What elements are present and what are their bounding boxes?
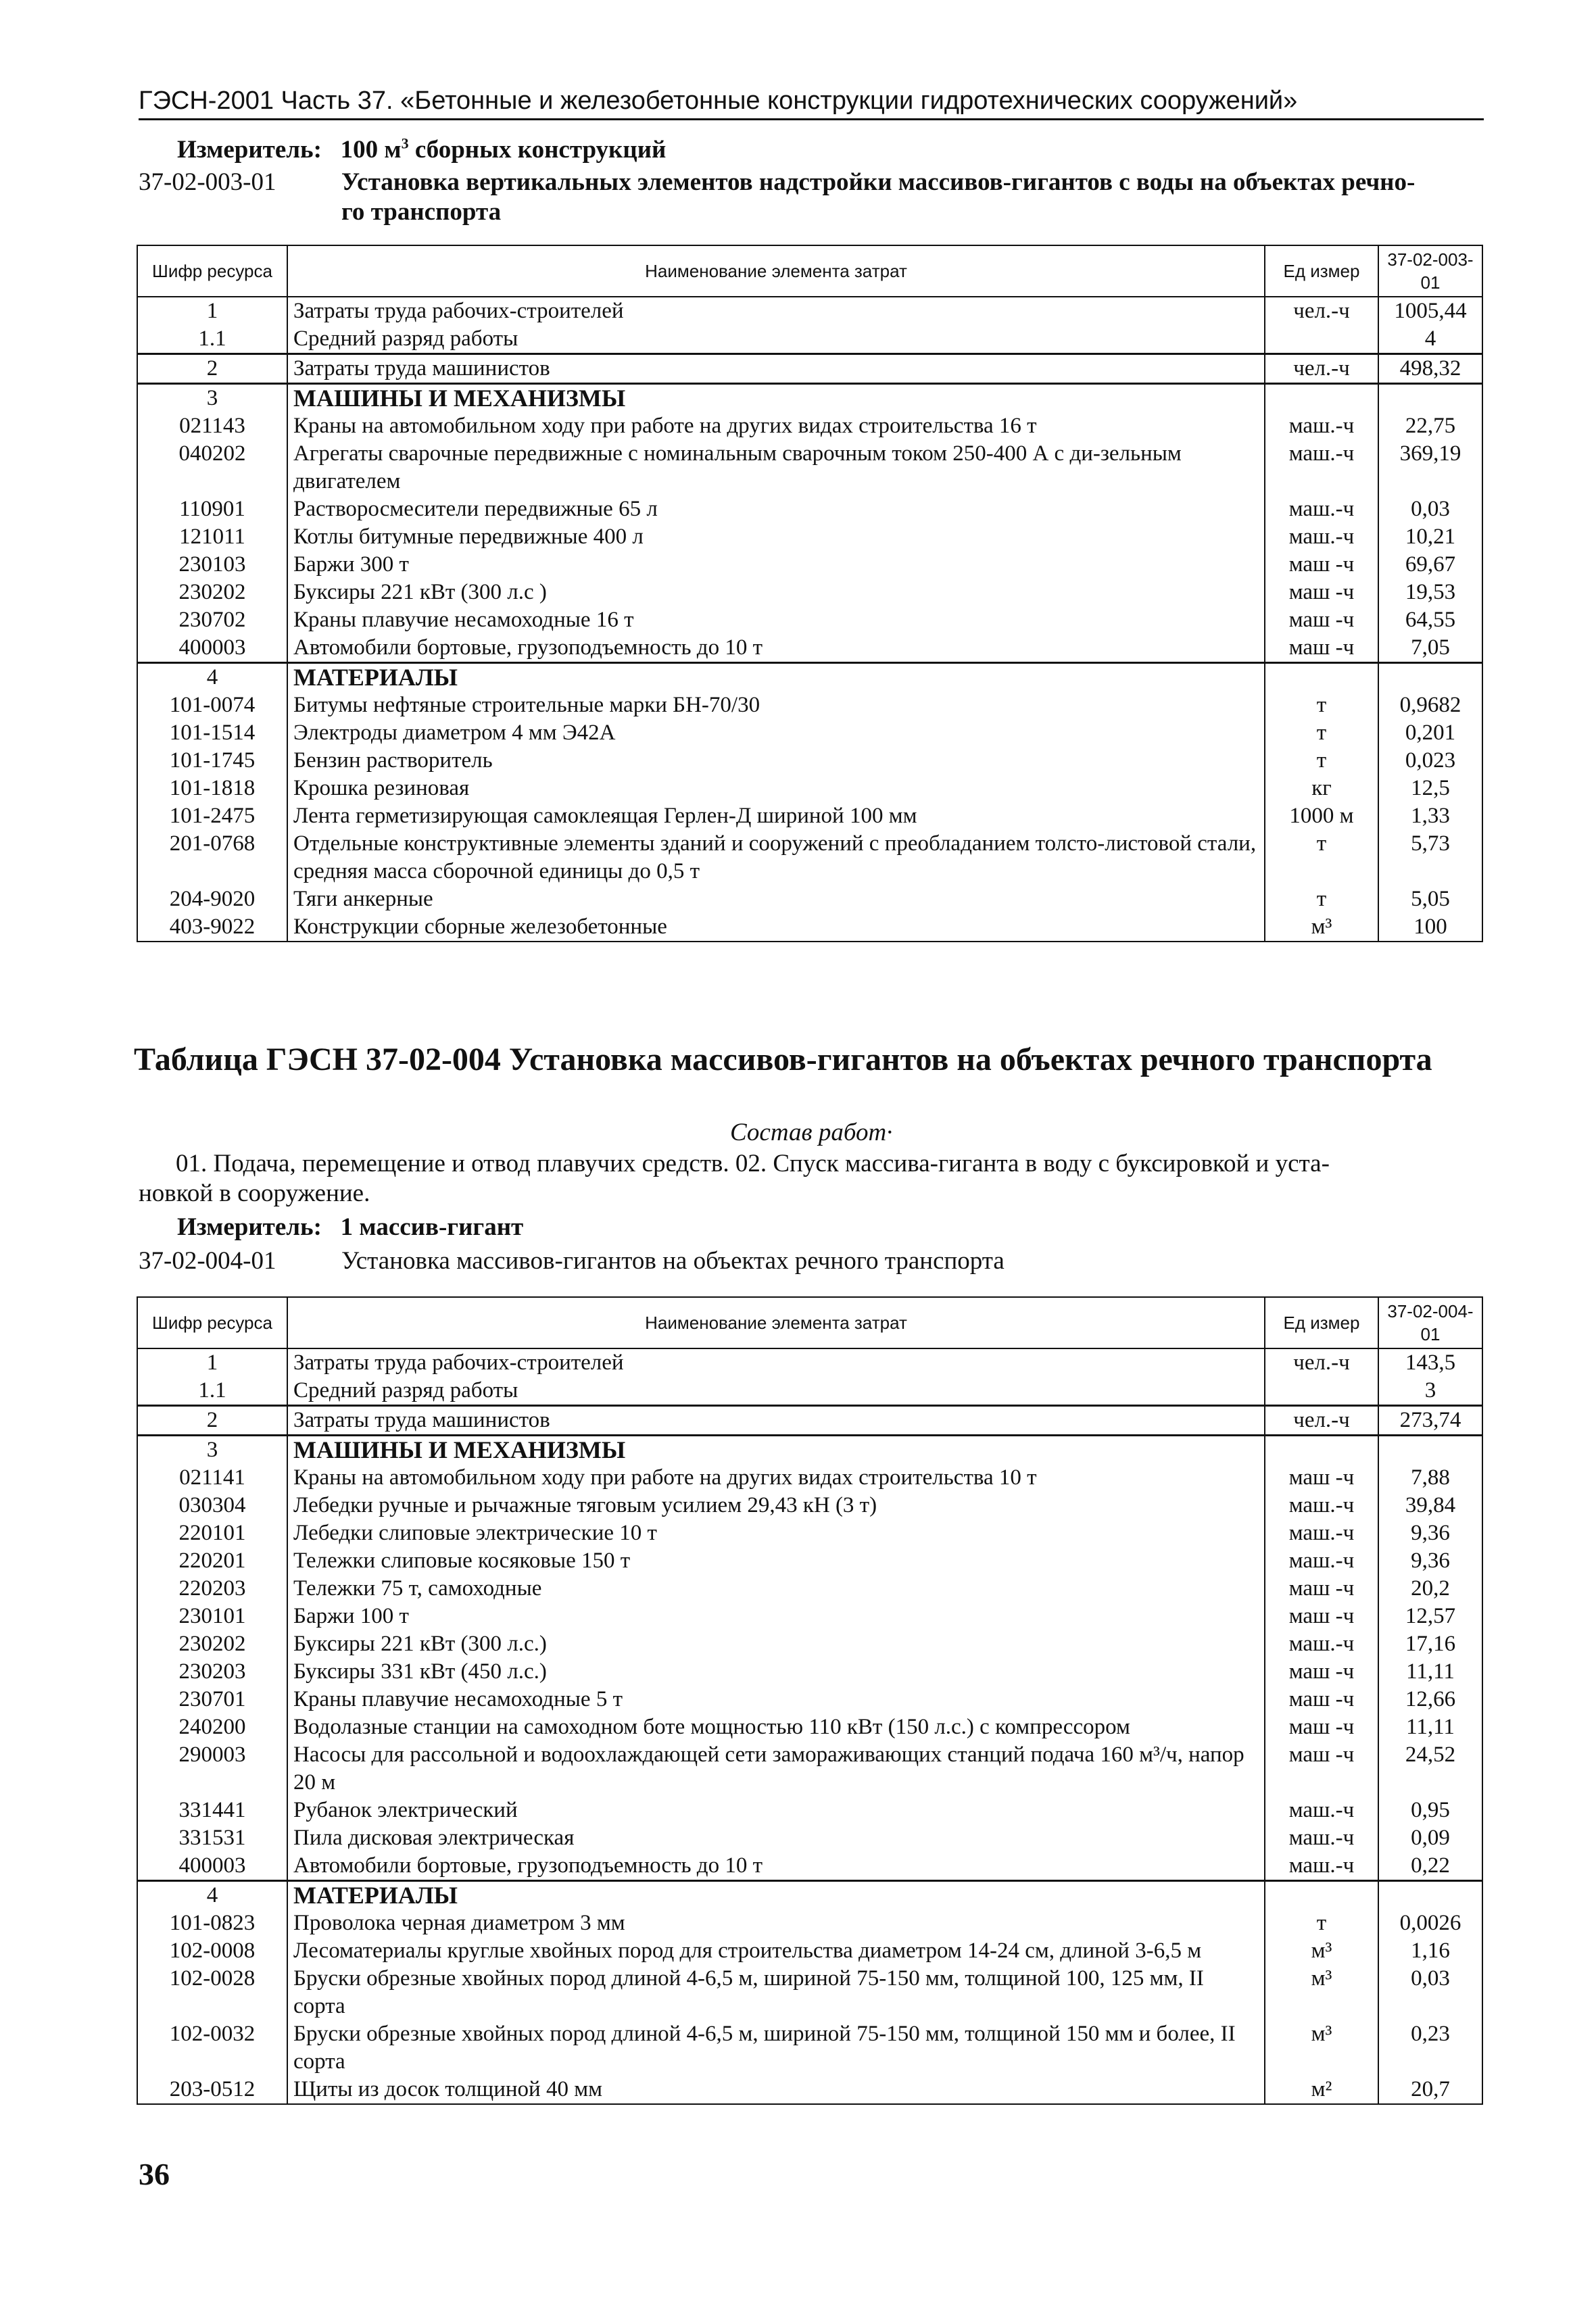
cell-code: 102-0032 <box>137 2020 287 2076</box>
cell-value <box>1378 1436 1482 1465</box>
cell-name: Пила дисковая электрическая <box>287 1824 1265 1852</box>
cell-unit: маш -ч <box>1265 1713 1378 1741</box>
table-row <box>137 1881 1482 1910</box>
cell-name: Средний разряд работы <box>287 325 1265 354</box>
header-value: 37-02-004-01 <box>1378 1297 1482 1348</box>
table-row <box>137 551 1482 579</box>
cell-name: Лента герметизирующая самоклеящая Герлен-Д шириной 100 мм <box>287 802 1265 830</box>
cell-name: Растворосмесители передвижные 65 л <box>287 495 1265 523</box>
table-row <box>137 1436 1482 1465</box>
cell-code: 331531 <box>137 1824 287 1852</box>
cell-unit: т <box>1265 719 1378 747</box>
table-row <box>137 1464 1482 1492</box>
t1-meter-tail: сборных конструкций <box>414 136 667 164</box>
cell-name: Затраты труда машинистов <box>287 354 1265 384</box>
cell-name: МАТЕРИАЛЫ <box>287 663 1265 692</box>
cell-unit: кг <box>1265 775 1378 802</box>
cell-unit: м³ <box>1265 913 1378 942</box>
cell-value: 0,23 <box>1411 2022 1450 2046</box>
cell-code: 403-9022 <box>137 913 287 942</box>
cell-code: 1.1 <box>137 325 287 354</box>
cell-value: 1,16 <box>1411 1939 1450 1963</box>
cell-value <box>1378 1881 1482 1910</box>
cell-code: 110901 <box>137 495 287 523</box>
cell-value: 9,36 <box>1411 1549 1450 1573</box>
cell-unit: м³ <box>1265 1965 1378 2020</box>
cell-code: 230202 <box>137 1630 287 1658</box>
cell-name: Лесоматериалы круглые хвойных пород для строительства диаметром 14-24 см, длиной 3-6,5 м <box>287 1937 1265 1965</box>
header-unit: Ед измер <box>1265 245 1378 297</box>
cell-value <box>1378 384 1482 413</box>
table-row <box>137 606 1482 634</box>
cell-name: Крошка резиновая <box>287 775 1265 802</box>
cell-name: Затраты труда машинистов <box>287 1406 1265 1436</box>
cell-unit: маш -ч <box>1265 1464 1378 1492</box>
table-row <box>137 1686 1482 1713</box>
cell-unit: маш.-ч <box>1265 495 1378 523</box>
table-row <box>137 1348 1482 1377</box>
header-unit: Ед измер <box>1265 1297 1378 1348</box>
table-row <box>137 1824 1482 1852</box>
cell-code: 240200 <box>137 1713 287 1741</box>
cell-value: 0,95 <box>1411 1798 1450 1822</box>
cell-name: Бруски обрезные хвойных пород длиной 4-6,5 м, шириной 75-150 мм, толщиной 150 мм и более, II сорта <box>287 2020 1265 2076</box>
cell-unit: маш -ч <box>1265 606 1378 634</box>
cell-code: 121011 <box>137 523 287 551</box>
cell-value: 498,32 <box>1378 354 1482 384</box>
cell-value: 1,33 <box>1411 804 1450 828</box>
cell-name: Тележки слиповые косяковые 150 т <box>287 1547 1265 1575</box>
table-row <box>137 1575 1482 1603</box>
cell-unit: маш.-ч <box>1265 1824 1378 1852</box>
cell-name: Конструкции сборные железобетонные <box>287 913 1265 942</box>
cell-unit <box>1265 1436 1378 1465</box>
table-row <box>137 579 1482 606</box>
t2-work-line1: 01. Подача, перемещение и отвод плавучих средств. 02. Спуск массива-гиганта в воду с буксировкой и уста- <box>176 1150 1330 1177</box>
cell-code: 290003 <box>137 1741 287 1797</box>
header-code: Шифр ресурса <box>137 1297 287 1348</box>
table-row <box>137 691 1482 719</box>
cell-unit: чел.-ч <box>1265 1348 1378 1377</box>
t2-meter <box>177 1213 523 1242</box>
cell-value: 17,16 <box>1405 1632 1456 1656</box>
table-row <box>137 830 1482 885</box>
cell-value: 143,5 <box>1405 1350 1456 1375</box>
cell-name: Автомобили бортовые, грузоподъемность до 10 т <box>287 634 1265 663</box>
cell-unit: чел.-ч <box>1265 297 1378 325</box>
cell-code: 102-0008 <box>137 1937 287 1965</box>
resource-table-1 <box>137 245 1483 942</box>
cell-unit: т <box>1265 830 1378 885</box>
cell-name: Баржи 300 т <box>287 551 1265 579</box>
cell-code: 400003 <box>137 634 287 663</box>
cell-code: 101-1514 <box>137 719 287 747</box>
cell-code: 1 <box>137 1348 287 1377</box>
cell-value: 1005,44 <box>1394 299 1467 323</box>
cell-unit: маш -ч <box>1265 551 1378 579</box>
t1-meter <box>177 135 666 165</box>
cell-value: 3 <box>1424 1378 1436 1403</box>
cell-value: 12,66 <box>1405 1687 1456 1711</box>
cell-code: 101-0074 <box>137 691 287 719</box>
cell-code: 101-2475 <box>137 802 287 830</box>
cell-name: МАШИНЫ И МЕХАНИЗМЫ <box>287 1436 1265 1465</box>
cell-code: 3 <box>137 1436 287 1465</box>
cell-unit: маш.-ч <box>1265 1630 1378 1658</box>
cell-name: Проволока черная диаметром 3 мм <box>287 1909 1265 1937</box>
cell-value: 11,11 <box>1406 1715 1455 1739</box>
t2-description: Установка массивов-гигантов на объектах речного транспорта <box>341 1247 1005 1275</box>
cell-unit: т <box>1265 747 1378 775</box>
cell-code: 1 <box>137 297 287 325</box>
cell-name: Средний разряд работы <box>287 1377 1265 1406</box>
cell-value: 64,55 <box>1405 608 1456 632</box>
cell-value: 5,05 <box>1411 887 1450 911</box>
cell-unit: маш -ч <box>1265 1603 1378 1630</box>
cell-name: Лебедки ручные и рычажные тяговым усилием 29,43 кН (3 т) <box>287 1492 1265 1519</box>
cell-name: Баржи 100 т <box>287 1603 1265 1630</box>
t2-meter-label: Измеритель: <box>177 1213 322 1241</box>
cell-name: Отдельные конструктивные элементы зданий и сооружений с преобладанием толсто-листовой стали, средняя масса сборочной единицы до 0,5 т <box>287 830 1265 885</box>
cell-name: МАТЕРИАЛЫ <box>287 1881 1265 1910</box>
t2-work-line2: новкой в сооружение. <box>139 1179 370 1207</box>
cell-unit: т <box>1265 885 1378 913</box>
cell-code: 230701 <box>137 1686 287 1713</box>
table-row <box>137 495 1482 523</box>
cell-value: 0,03 <box>1411 1966 1450 1991</box>
table-row <box>137 1547 1482 1575</box>
cell-unit: 1000 м <box>1265 802 1378 830</box>
cell-code: 2 <box>137 1406 287 1436</box>
cell-unit: м² <box>1265 2076 1378 2104</box>
cell-code: 4 <box>137 1881 287 1910</box>
cell-unit: маш.-ч <box>1265 1852 1378 1881</box>
cell-value: 10,21 <box>1405 525 1456 549</box>
table-row <box>137 1909 1482 1937</box>
cell-unit: маш -ч <box>1265 1575 1378 1603</box>
table-row <box>137 412 1482 440</box>
cell-code: 201-0768 <box>137 830 287 885</box>
cell-name: Бензин растворитель <box>287 747 1265 775</box>
cell-value: 0,09 <box>1411 1826 1450 1850</box>
cell-unit: маш.-ч <box>1265 1492 1378 1519</box>
cell-name: Затраты труда рабочих-строителей <box>287 297 1265 325</box>
header-code: Шифр ресурса <box>137 245 287 297</box>
table-row <box>137 747 1482 775</box>
cell-unit: чел.-ч <box>1265 354 1378 384</box>
cell-code: 101-0823 <box>137 1909 287 1937</box>
cell-unit: маш.-ч <box>1265 1797 1378 1824</box>
cell-name: Электроды диаметром 4 мм Э42А <box>287 719 1265 747</box>
cell-code: 021143 <box>137 412 287 440</box>
t1-meter-label: Измеритель: <box>177 136 322 164</box>
cell-code: 230101 <box>137 1603 287 1630</box>
cell-code: 101-1818 <box>137 775 287 802</box>
cell-code: 4 <box>137 663 287 692</box>
t1-desc-line2: го транспорта <box>341 198 502 226</box>
cell-unit: маш -ч <box>1265 579 1378 606</box>
cell-unit: чел.-ч <box>1265 1406 1378 1436</box>
header-value: 37-02-003-01 <box>1378 245 1482 297</box>
table-row <box>137 663 1482 692</box>
cell-value: 273,74 <box>1378 1406 1482 1436</box>
cell-name: Тяги анкерные <box>287 885 1265 913</box>
cell-value: 39,84 <box>1405 1493 1456 1517</box>
cell-value: 5,73 <box>1411 831 1450 856</box>
cell-value: 0,22 <box>1411 1853 1450 1878</box>
cell-code: 230702 <box>137 606 287 634</box>
page-number: 36 <box>139 2157 170 2191</box>
table-row <box>137 384 1482 413</box>
cell-value: 12,57 <box>1405 1604 1456 1628</box>
cell-code: 230103 <box>137 551 287 579</box>
t1-meter-value: 100 м <box>340 136 402 164</box>
cell-unit: маш -ч <box>1265 1741 1378 1797</box>
table-row <box>137 719 1482 747</box>
cell-name: Водолазные станции на самоходном боте мощностью 110 кВт (150 л.с.) с компрессором <box>287 1713 1265 1741</box>
table-row <box>137 297 1482 325</box>
t2-meter-value: 1 массив-гигант <box>340 1213 524 1241</box>
table-row <box>137 1377 1482 1406</box>
header-name: Наименование элемента затрат <box>287 245 1265 297</box>
table-header-row <box>137 245 1482 297</box>
cell-name: Краны плавучие несамоходные 5 т <box>287 1686 1265 1713</box>
table-row <box>137 1937 1482 1965</box>
cell-value: 100 <box>1413 915 1447 939</box>
t1-desc-line1: Установка вертикальных элементов надстройки массивов-гигантов с воды на объектах речно- <box>341 168 1416 196</box>
cell-value: 0,9682 <box>1399 693 1461 717</box>
cell-value: 0,201 <box>1405 721 1456 745</box>
cell-code: 2 <box>137 354 287 384</box>
cell-code: 220101 <box>137 1519 287 1547</box>
cell-name: Агрегаты сварочные передвижные с номинальным сварочным током 250-400 А с ди-зельным двигателем <box>287 440 1265 495</box>
cell-code: 102-0028 <box>137 1965 287 2020</box>
table-row <box>137 1852 1482 1881</box>
cell-code: 331441 <box>137 1797 287 1824</box>
cell-unit <box>1265 325 1378 354</box>
cell-code: 040202 <box>137 440 287 495</box>
cell-name: Щиты из досок толщиной 40 мм <box>287 2076 1265 2104</box>
header-name: Наименование элемента затрат <box>287 1297 1265 1348</box>
cell-unit <box>1265 663 1378 692</box>
cell-name: Лебедки слиповые электрические 10 т <box>287 1519 1265 1547</box>
page-header: ГЭСН-2001 Часть 37. «Бетонные и железобетонные конструкции гидротехнических сооружений» <box>139 87 1484 120</box>
cell-name: Затраты труда рабочих-строителей <box>287 1348 1265 1377</box>
table-header-row <box>137 1297 1482 1348</box>
cell-code: 204-9020 <box>137 885 287 913</box>
cell-unit: маш.-ч <box>1265 1547 1378 1575</box>
table-row <box>137 1658 1482 1686</box>
cell-unit: маш.-ч <box>1265 440 1378 495</box>
cell-name: МАШИНЫ И МЕХАНИЗМЫ <box>287 384 1265 413</box>
table-row <box>137 913 1482 942</box>
table-row <box>137 1713 1482 1741</box>
table-row <box>137 1741 1482 1797</box>
table-row <box>137 1492 1482 1519</box>
table-row <box>137 2076 1482 2104</box>
table-row <box>137 1797 1482 1824</box>
cell-name: Битумы нефтяные строительные марки БН-70/30 <box>287 691 1265 719</box>
cell-unit: т <box>1265 1909 1378 1937</box>
table-row <box>137 440 1482 495</box>
cell-code: 230203 <box>137 1658 287 1686</box>
cell-unit <box>1265 384 1378 413</box>
t1-description <box>341 168 1491 227</box>
cell-value <box>1378 663 1482 692</box>
cell-unit <box>1265 1881 1378 1910</box>
cell-name: Краны на автомобильном ходу при работе на других видах строительства 10 т <box>287 1464 1265 1492</box>
table-row <box>137 523 1482 551</box>
cell-code: 400003 <box>137 1852 287 1881</box>
cell-value: 22,75 <box>1405 414 1456 438</box>
t2-code: 37-02-004-01 <box>139 1247 276 1275</box>
cell-value: 24,52 <box>1405 1743 1456 1767</box>
table-row <box>137 325 1482 354</box>
cell-value: 4 <box>1424 326 1436 351</box>
table-row <box>137 1519 1482 1547</box>
cell-name: Бруски обрезные хвойных пород длиной 4-6,5 м, шириной 75-150 мм, толщиной 100, 125 мм, II сорта <box>287 1965 1265 2020</box>
cell-code: 220203 <box>137 1575 287 1603</box>
cell-name: Буксиры 221 кВт (300 л.с.) <box>287 1630 1265 1658</box>
cell-value: 0,0026 <box>1399 1911 1461 1935</box>
table-row <box>137 1603 1482 1630</box>
cell-name: Буксиры 331 кВт (450 л.с.) <box>287 1658 1265 1686</box>
table-row <box>137 775 1482 802</box>
cell-value: 12,5 <box>1411 776 1450 800</box>
cell-unit: т <box>1265 691 1378 719</box>
table-row <box>137 1406 1482 1436</box>
cell-value: 9,36 <box>1411 1521 1450 1545</box>
cell-value: 0,03 <box>1411 497 1450 521</box>
cell-value: 7,88 <box>1411 1465 1450 1490</box>
cell-name: Рубанок электрический <box>287 1797 1265 1824</box>
cell-unit: м³ <box>1265 1937 1378 1965</box>
table-row <box>137 885 1482 913</box>
cell-unit <box>1265 1377 1378 1406</box>
table-row <box>137 802 1482 830</box>
cell-value: 11,11 <box>1406 1659 1455 1684</box>
cell-name: Тележки 75 т, самоходные <box>287 1575 1265 1603</box>
cell-unit: м³ <box>1265 2020 1378 2076</box>
cell-code: 220201 <box>137 1547 287 1575</box>
table-row <box>137 634 1482 663</box>
cell-unit: маш.-ч <box>1265 412 1378 440</box>
cell-unit: маш -ч <box>1265 634 1378 663</box>
cell-name: Насосы для рассольной и водоохлаждающей сети замораживающих станций подача 160 м³/ч, напор 20 м <box>287 1741 1265 1797</box>
cell-value: 0,023 <box>1405 748 1456 773</box>
resource-table-2 <box>137 1296 1483 2105</box>
cell-name: Буксиры 221 кВт (300 л.с ) <box>287 579 1265 606</box>
cell-unit: маш -ч <box>1265 1658 1378 1686</box>
cell-value: 20,2 <box>1411 1576 1450 1601</box>
cell-code: 230202 <box>137 579 287 606</box>
table-row <box>137 354 1482 384</box>
cell-name: Автомобили бортовые, грузоподъемность до 10 т <box>287 1852 1265 1881</box>
cell-code: 030304 <box>137 1492 287 1519</box>
cell-unit: маш.-ч <box>1265 523 1378 551</box>
table-row <box>137 1965 1482 2020</box>
cell-value: 69,67 <box>1405 552 1456 577</box>
table-row <box>137 1630 1482 1658</box>
cell-name: Котлы битумные передвижные 400 л <box>287 523 1265 551</box>
cell-code: 101-1745 <box>137 747 287 775</box>
cell-value: 20,7 <box>1411 2077 1450 2101</box>
cell-code: 021141 <box>137 1464 287 1492</box>
cell-name: Краны на автомобильном ходу при работе на других видах строительства 16 т <box>287 412 1265 440</box>
table-row <box>137 2020 1482 2076</box>
t1-code: 37-02-003-01 <box>139 168 276 196</box>
cell-value: 19,53 <box>1405 580 1456 604</box>
cell-value: 7,05 <box>1411 635 1450 660</box>
cell-name: Краны плавучие несамоходные 16 т <box>287 606 1265 634</box>
t1-meter-sup: 3 <box>401 135 409 152</box>
t2-title: Таблица ГЭСН 37-02-004 Установка массивов-гигантов на объектах речного транспорта <box>134 1042 1432 1077</box>
cell-unit: маш.-ч <box>1265 1519 1378 1547</box>
t2-subtitle: Состав работ· <box>730 1119 893 1146</box>
cell-value: 369,19 <box>1399 441 1461 466</box>
cell-code: 203-0512 <box>137 2076 287 2104</box>
cell-code: 1.1 <box>137 1377 287 1406</box>
cell-code: 3 <box>137 384 287 413</box>
cell-unit: маш -ч <box>1265 1686 1378 1713</box>
